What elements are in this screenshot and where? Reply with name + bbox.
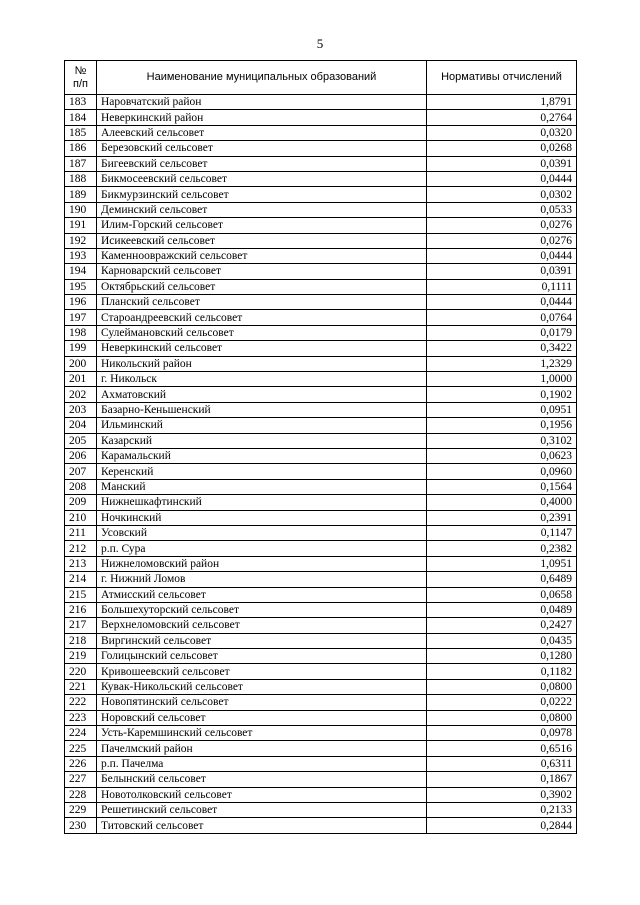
header-number-abbr: п/п [73, 77, 88, 90]
row-norm-value: 0,2382 [427, 541, 577, 556]
row-number: 200 [65, 356, 97, 371]
table-row [65, 433, 577, 448]
row-number: 227 [65, 772, 97, 787]
row-municipality-name: Карамальский [97, 448, 427, 463]
table-row [65, 156, 577, 171]
row-municipality-name: Бигеевский сельсовет [97, 156, 427, 171]
row-municipality-name: Деминский сельсовет [97, 202, 427, 217]
table-row [65, 110, 577, 125]
row-norm-value: 0,1564 [427, 479, 577, 494]
table-row [65, 141, 577, 156]
row-norm-value: 0,0320 [427, 125, 577, 140]
row-norm-value: 0,6516 [427, 741, 577, 756]
table-row [65, 618, 577, 633]
row-municipality-name: Новопятинский сельсовет [97, 695, 427, 710]
table-row [65, 233, 577, 248]
table-row [65, 448, 577, 463]
row-number: 212 [65, 541, 97, 556]
row-norm-value: 0,0444 [427, 295, 577, 310]
row-number: 226 [65, 756, 97, 771]
row-number: 183 [65, 95, 97, 110]
row-norm-value: 0,2391 [427, 510, 577, 525]
row-municipality-name: Никольский район [97, 356, 427, 371]
row-municipality-name: р.п. Пачелма [97, 756, 427, 771]
row-number: 196 [65, 295, 97, 310]
table-row [65, 264, 577, 279]
row-municipality-name: Кувак-Никольский сельсовет [97, 679, 427, 694]
table-row [65, 387, 577, 402]
row-number: 214 [65, 572, 97, 587]
row-number: 210 [65, 510, 97, 525]
row-norm-value: 0,0960 [427, 464, 577, 479]
row-number: 220 [65, 664, 97, 679]
table-row [65, 787, 577, 802]
row-number: 230 [65, 818, 97, 833]
row-municipality-name: Пачелмский район [97, 741, 427, 756]
table-row [65, 95, 577, 110]
table-row [65, 818, 577, 833]
row-municipality-name: Ночкинский [97, 510, 427, 525]
table-row [65, 649, 577, 664]
row-norm-value: 0,0444 [427, 171, 577, 186]
table-row [65, 602, 577, 617]
row-norm-value: 0,0391 [427, 264, 577, 279]
row-municipality-name: Титовский сельсовет [97, 818, 427, 833]
row-number: 185 [65, 125, 97, 140]
header-number [65, 61, 97, 95]
row-number: 225 [65, 741, 97, 756]
row-municipality-name: Норовский сельсовет [97, 710, 427, 725]
row-norm-value: 0,1111 [427, 279, 577, 294]
row-municipality-name: Исикеевский сельсовет [97, 233, 427, 248]
row-number: 192 [65, 233, 97, 248]
table-row [65, 541, 577, 556]
row-municipality-name: г. Никольск [97, 372, 427, 387]
row-number: 195 [65, 279, 97, 294]
row-municipality-name: Манский [97, 479, 427, 494]
row-municipality-name: Неверкинский район [97, 110, 427, 125]
row-norm-value: 0,6489 [427, 572, 577, 587]
table-row [65, 218, 577, 233]
row-norm-value: 0,1182 [427, 664, 577, 679]
row-norm-value: 0,0951 [427, 402, 577, 417]
header-number-sign: № [74, 64, 87, 77]
row-number: 193 [65, 248, 97, 263]
row-norm-value: 0,3902 [427, 787, 577, 802]
row-number: 191 [65, 218, 97, 233]
row-norm-value: 0,3102 [427, 433, 577, 448]
table-row [65, 187, 577, 202]
table-row [65, 633, 577, 648]
row-norm-value: 0,6311 [427, 756, 577, 771]
row-number: 215 [65, 587, 97, 602]
row-number: 184 [65, 110, 97, 125]
table-row [65, 510, 577, 525]
table-row [65, 587, 577, 602]
row-norm-value: 0,0435 [427, 633, 577, 648]
row-municipality-name: Октябрьский сельсовет [97, 279, 427, 294]
row-municipality-name: Нижнеломовский район [97, 556, 427, 571]
row-number: 228 [65, 787, 97, 802]
row-norm-value: 0,0800 [427, 679, 577, 694]
row-number: 229 [65, 802, 97, 817]
table-body [65, 95, 577, 834]
row-municipality-name: Большехуторский сельсовет [97, 602, 427, 617]
row-norm-value: 1,0000 [427, 372, 577, 387]
table-row [65, 418, 577, 433]
table-row [65, 295, 577, 310]
row-norm-value: 0,0533 [427, 202, 577, 217]
row-number: 209 [65, 495, 97, 510]
row-number: 206 [65, 448, 97, 463]
table-row [65, 171, 577, 186]
row-municipality-name: Березовский сельсовет [97, 141, 427, 156]
table-row [65, 695, 577, 710]
row-number: 218 [65, 633, 97, 648]
row-municipality-name: Бикмурзинский сельсовет [97, 187, 427, 202]
row-number: 203 [65, 402, 97, 417]
row-number: 204 [65, 418, 97, 433]
row-norm-value: 0,2764 [427, 110, 577, 125]
header-row [65, 61, 577, 95]
table-row [65, 325, 577, 340]
row-norm-value: 0,4000 [427, 495, 577, 510]
table-row [65, 572, 577, 587]
row-number: 219 [65, 649, 97, 664]
row-municipality-name: Сулеймановский сельсовет [97, 325, 427, 340]
row-municipality-name: Базарно-Кеньшенский [97, 402, 427, 417]
row-number: 213 [65, 556, 97, 571]
row-municipality-name: Планский сельсовет [97, 295, 427, 310]
row-municipality-name: Ильминский [97, 418, 427, 433]
row-norm-value: 0,0489 [427, 602, 577, 617]
row-municipality-name: Неверкинский сельсовет [97, 341, 427, 356]
row-norm-value: 0,2427 [427, 618, 577, 633]
row-number: 223 [65, 710, 97, 725]
row-norm-value: 0,0658 [427, 587, 577, 602]
row-number: 224 [65, 726, 97, 741]
row-norm-value: 0,1280 [427, 649, 577, 664]
row-municipality-name: Каменноовражский сельсовет [97, 248, 427, 263]
row-number: 216 [65, 602, 97, 617]
row-number: 221 [65, 679, 97, 694]
row-number: 205 [65, 433, 97, 448]
table-row [65, 525, 577, 540]
row-municipality-name: Кривошеевский сельсовет [97, 664, 427, 679]
row-number: 199 [65, 341, 97, 356]
row-norm-value: 0,0276 [427, 218, 577, 233]
table-row [65, 664, 577, 679]
table-row [65, 125, 577, 140]
row-norm-value: 0,1867 [427, 772, 577, 787]
table-row [65, 341, 577, 356]
row-norm-value: 0,0978 [427, 726, 577, 741]
row-number: 208 [65, 479, 97, 494]
row-municipality-name: Новотолковский сельсовет [97, 787, 427, 802]
row-number: 188 [65, 171, 97, 186]
table-row [65, 741, 577, 756]
table-row [65, 479, 577, 494]
row-number: 186 [65, 141, 97, 156]
row-norm-value: 0,2844 [427, 818, 577, 833]
row-municipality-name: Решетинский сельсовет [97, 802, 427, 817]
row-norm-value: 0,0764 [427, 310, 577, 325]
row-norm-value: 0,0222 [427, 695, 577, 710]
row-municipality-name: Атмисский сельсовет [97, 587, 427, 602]
row-norm-value: 1,8791 [427, 95, 577, 110]
table-row [65, 464, 577, 479]
row-number: 207 [65, 464, 97, 479]
row-norm-value: 0,0302 [427, 187, 577, 202]
row-municipality-name: Усовский [97, 525, 427, 540]
row-municipality-name: Керенский [97, 464, 427, 479]
table-row [65, 310, 577, 325]
row-number: 202 [65, 387, 97, 402]
table-row [65, 248, 577, 263]
table-header [65, 61, 577, 95]
row-municipality-name: Усть-Каремшинский сельсовет [97, 726, 427, 741]
row-norm-value: 1,0951 [427, 556, 577, 571]
table-row [65, 202, 577, 217]
header-name: Наименование муниципальных образований [97, 61, 427, 95]
row-number: 201 [65, 372, 97, 387]
table-row [65, 726, 577, 741]
table-row [65, 372, 577, 387]
row-municipality-name: Карноварский сельсовет [97, 264, 427, 279]
table-row [65, 802, 577, 817]
table-row [65, 495, 577, 510]
row-number: 217 [65, 618, 97, 633]
table-row [65, 756, 577, 771]
row-number: 198 [65, 325, 97, 340]
row-number: 211 [65, 525, 97, 540]
row-municipality-name: Бикмосеевский сельсовет [97, 171, 427, 186]
row-municipality-name: Белынский сельсовет [97, 772, 427, 787]
table-row [65, 356, 577, 371]
table-row [65, 772, 577, 787]
row-municipality-name: г. Нижний Ломов [97, 572, 427, 587]
row-municipality-name: р.п. Сура [97, 541, 427, 556]
row-norm-value: 0,0444 [427, 248, 577, 263]
row-norm-value: 0,1902 [427, 387, 577, 402]
row-number: 187 [65, 156, 97, 171]
row-municipality-name: Наровчатский район [97, 95, 427, 110]
row-municipality-name: Казарский [97, 433, 427, 448]
row-number: 190 [65, 202, 97, 217]
row-number: 194 [65, 264, 97, 279]
row-number: 197 [65, 310, 97, 325]
row-municipality-name: Верхнеломовский сельсовет [97, 618, 427, 633]
row-norm-value: 0,3422 [427, 341, 577, 356]
row-norm-value: 0,1956 [427, 418, 577, 433]
row-norm-value: 0,0623 [427, 448, 577, 463]
row-municipality-name: Голицынский сельсовет [97, 649, 427, 664]
row-number: 222 [65, 695, 97, 710]
table-row [65, 679, 577, 694]
table-row [65, 402, 577, 417]
row-municipality-name: Виргинский сельсовет [97, 633, 427, 648]
row-norm-value: 0,0391 [427, 156, 577, 171]
table-row [65, 279, 577, 294]
page-number: 5 [316, 36, 324, 51]
row-norm-value: 0,0800 [427, 710, 577, 725]
row-norm-value: 0,1147 [427, 525, 577, 540]
row-norm-value: 0,2133 [427, 802, 577, 817]
row-number: 189 [65, 187, 97, 202]
row-norm-value: 0,0276 [427, 233, 577, 248]
row-municipality-name: Алеевский сельсовет [97, 125, 427, 140]
row-municipality-name: Староандреевский сельсовет [97, 310, 427, 325]
row-norm-value: 1,2329 [427, 356, 577, 371]
norms-table [64, 60, 577, 834]
row-municipality-name: Ахматовский [97, 387, 427, 402]
row-municipality-name: Илим-Горский сельсовет [97, 218, 427, 233]
row-norm-value: 0,0268 [427, 141, 577, 156]
table-row [65, 556, 577, 571]
table-row [65, 710, 577, 725]
row-norm-value: 0,0179 [427, 325, 577, 340]
header-value: Нормативы отчислений [427, 61, 577, 95]
row-municipality-name: Нижнешкафтинский [97, 495, 427, 510]
